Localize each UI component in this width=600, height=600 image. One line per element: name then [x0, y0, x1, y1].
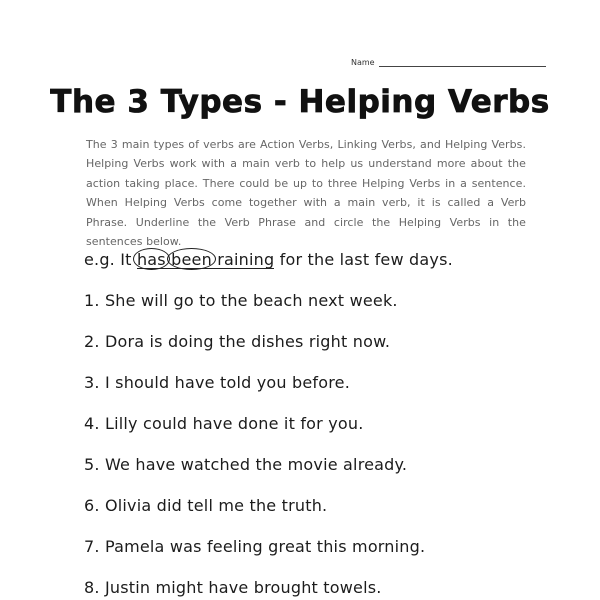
example-sentence: [84, 250, 453, 269]
sentence-5[interactable]: 5. We have watched the movie already.: [84, 455, 408, 474]
sentence-4[interactable]: 4. Lilly could have done it for you.: [84, 414, 364, 433]
name-field[interactable]: [351, 58, 546, 68]
name-line[interactable]: [379, 66, 546, 67]
sentence-7[interactable]: 7. Pamela was feeling great this morning.: [84, 537, 426, 556]
example-main-verb: raining: [217, 250, 275, 269]
sentence-3[interactable]: 3. I should have told you before.: [84, 373, 351, 392]
verb-phrase-underline: [137, 268, 274, 269]
example-suffix: for the last few days.: [274, 250, 453, 269]
sentence-6[interactable]: 6. Olivia did tell me the truth.: [84, 496, 328, 515]
worksheet-title: The 3 Types - Helping Verbs: [50, 84, 550, 120]
sentence-2[interactable]: 2. Dora is doing the dishes right now.: [84, 332, 391, 351]
helper-circle: [167, 248, 216, 270]
example-helping-verb-2: been: [171, 250, 212, 269]
instructions-paragraph: The 3 main types of verbs are Action Verbs, Linking Verbs, and Helping Verbs. Helping Verbs work with a main verb to help us understand more about the action taking place. There could be up to three Helping Verbs in a sentence. When Helping Verbs come together with a main verb, it is called a Verb Phrase. Underline the Verb Phrase and circle the Helping Verbs in the sentences below.: [86, 138, 526, 249]
sentence-8[interactable]: 8. Justin might have brought towels.: [84, 578, 382, 597]
name-label: Name: [351, 58, 375, 67]
example-helping-verb-1: has: [137, 250, 166, 269]
example-verb-phrase: [137, 250, 274, 269]
sentence-1[interactable]: 1. She will go to the beach next week.: [84, 291, 398, 310]
helper-circle: [133, 248, 170, 270]
example-prefix: e.g. It: [84, 250, 137, 269]
